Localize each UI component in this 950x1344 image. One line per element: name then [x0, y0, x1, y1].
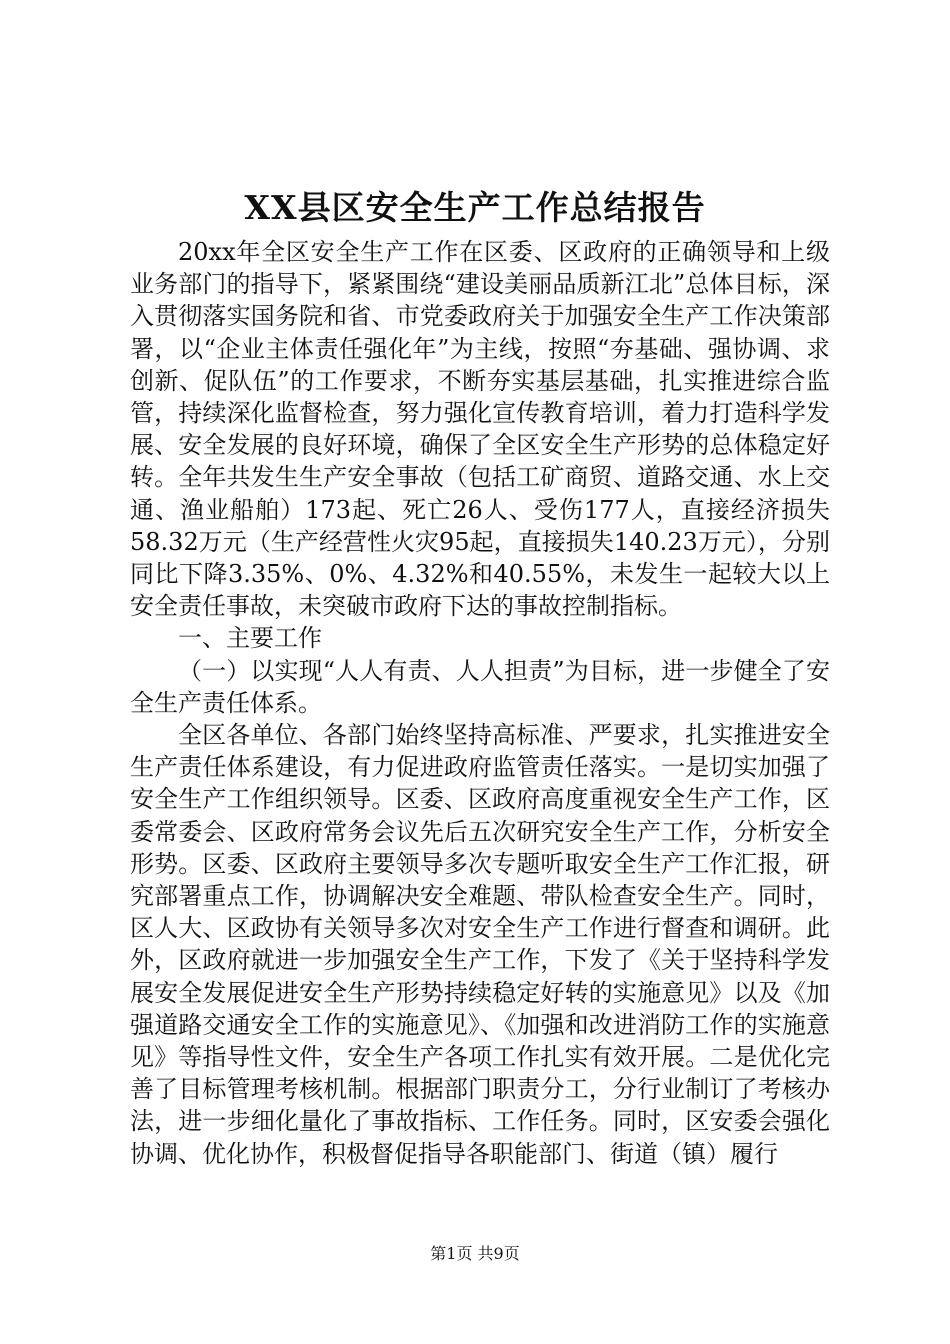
- paragraph-intro: 20xx年全区安全生产工作在区委、区政府的正确领导和上级业务部门的指导下，紧紧围绕“建设美丽品质新江北”总体目标，深入贯彻落实国务院和省、市党委政府关于加强安全生产工作决策部署，以“企业主体责任强化年”为主线，按照“夯基础、强协调、求创新、促队伍”的工作要求，不断夯实基层基础，扎实推进综合监管，持续深化监督检查，努力强化宣传教育培训，着力打造科学发展、安全发展的良好环境，确保了全区安全生产形势的总体稳定好转。全年共发生生产安全事故（包括工矿商贸、道路交通、水上交通、渔业船舶）173起、死亡26人、受伤177人，直接经济损失58.32万元（生产经营性火灾95起，直接损失140.23万元），分别同比下降3.35%、0%、4.32%和40.55%，未发生一起较大以上安全责任事故，未突破市政府下达的事故控制指标。: [130, 238, 830, 621]
- paragraph-responsibility: 全区各单位、各部门始终坚持高标准、严要求，扎实推进安全生产责任体系建设，有力促进政府监管责任落实。一是切实加强了安全生产工作组织领导。区委、区政府高度重视安全生产工作，区委常委会、区政府常务会议先后五次研究安全生产工作，分析安全形势。区委、区政府主要领导多次专题听取安全生产工作汇报，研究部署重点工作，协调解决安全难题、带队检查安全生产。同时，区人大、区政协有关领导多次对安全生产工作进行督查和调研。此外，区政府就进一步加强安全生产工作，下发了《关于坚持科学发展安全发展促进安全生产形势持续稳定好转的实施意见》以及《加强道路交通安全工作的实施意见》、《加强和改进消防工作的实施意见》等指导性文件，安全生产各项工作扎实有效开展。二是优化完善了目标管理考核机制。根据部门职责分工，分行业制订了考核办法，进一步细化量化了事故指标、工作任务。同时，区安委会强化协调、优化协作，积极督促指导各职能部门、街道（镇）履行: [130, 721, 830, 1168]
- page-number-footer: 第1页 共9页: [430, 1244, 520, 1263]
- document-title: XX县区安全生产工作总结报告: [244, 188, 706, 227]
- section-heading-main-work: 一、主要工作: [178, 624, 322, 653]
- document-body: [130, 236, 830, 1170]
- subsection-heading-1: （一）以实现“人人有责、人人担责”为目标，进一步健全了安全生产责任体系。: [130, 656, 830, 717]
